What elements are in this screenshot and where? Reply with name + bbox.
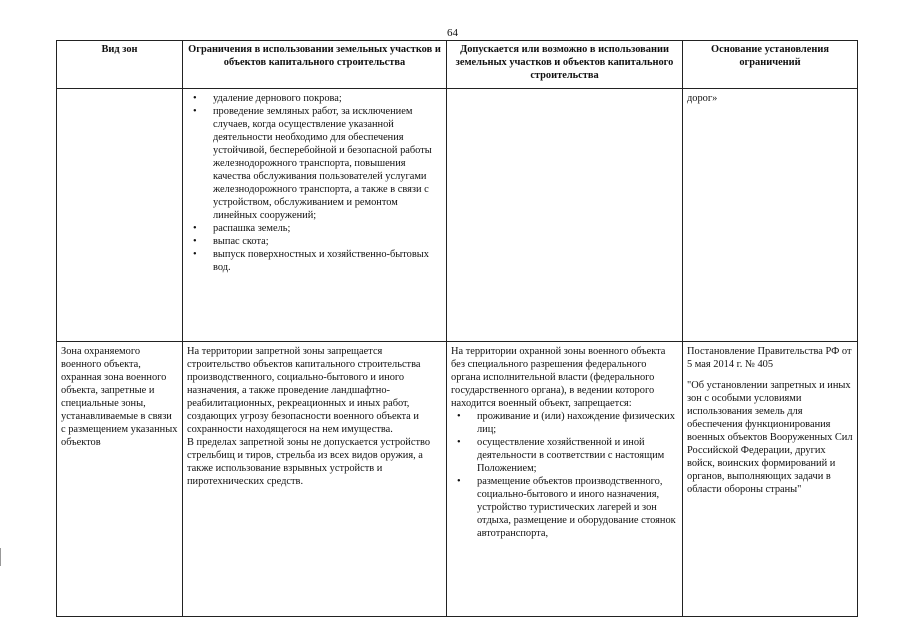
- page-number: 64: [447, 27, 458, 39]
- table-row: [57, 342, 858, 617]
- list-item: • выпуск поверхностных и хозяйственно-бытовых вод.: [187, 248, 442, 274]
- paragraph: На территории охранной зоны военного объекта без специального разрешения федерального органа исполнительной власти (федерального государственного органа), в ведении которого находится военный объект, запрещается:: [451, 346, 666, 409]
- list-item: • выпас скота;: [187, 235, 442, 248]
- cell-allowed-empty: [447, 89, 683, 342]
- zones-table: [56, 40, 858, 617]
- cell-zone-type-empty: [57, 89, 183, 342]
- paragraph: В пределах запретной зоны не допускается устройство стрельбищ и тиров, стрельба из всех видов оружия, а также использование взрывных устройств и пиротехнических средств.: [187, 437, 431, 487]
- list-item: • проживание и (или) нахождение физических лиц;: [451, 410, 678, 436]
- margin-mark: [0, 548, 7, 566]
- table-row: [57, 89, 858, 342]
- spacer: [687, 371, 853, 379]
- prohibited-list: [451, 410, 678, 540]
- header-restrictions: Ограничения в использовании земельных участков и объектов капитального строительства: [183, 41, 447, 89]
- cell-restrictions: [183, 342, 447, 617]
- table-header-row: [57, 41, 858, 89]
- paragraph: Постановление Правительства РФ от 5 мая 2014 г. № 405: [687, 346, 852, 370]
- list-item: • осуществление хозяйственной и иной деятельности в соответствии с настоящим Положением;: [451, 436, 678, 475]
- restrictions-list: [187, 92, 442, 274]
- cell-allowed: [447, 342, 683, 617]
- cell-zone-type: Зона охраняемого военного объекта, охранная зона военного объекта, запретные и специальные зоны, устанавливаемые в связи с размещением указанных объектов: [57, 342, 183, 617]
- header-zone-type: Вид зон: [57, 41, 183, 89]
- paragraph: "Об установлении запретных и иных зон с особыми условиями использования земель для обеспечения функционирования военных объектов Вооруженных Сил Российской Федерации, других войск, воинских формирований и органов, выполняющих задачи в области обороны страны": [687, 380, 853, 495]
- list-item: • проведение земляных работ, за исключением случаев, когда осуществление указанной деятельности необходимо для обеспечения устойчивой, бесперебойной и безопасной работы железнодорожного транспорта, повышения качества обслуживания пользователей услугами железнодорожного транспорта, а также в связи с устройством, обслуживанием и ремонтом линейных сооружений;: [187, 105, 442, 222]
- list-item: • удаление дернового покрова;: [187, 92, 442, 105]
- cell-basis: [683, 342, 858, 617]
- list-item: • размещение объектов производственного, социально-бытового и иного назначения, устройство туристических лагерей и зон отдыха, размещение и оборудование стоянок автотранспорта,: [451, 475, 678, 540]
- header-basis: Основание установления ограничений: [683, 41, 858, 89]
- cell-basis: дорог»: [683, 89, 858, 342]
- list-item: • распашка земель;: [187, 222, 442, 235]
- paragraph: На территории запретной зоны запрещается строительство объектов капитального строительства производственного, социально-бытового и иного назначения, а также проведение ландшафтно-реабилитационных, рекреационных и иных работ, создающих угрозу безопасности военного объекта и сохранности находящегося на нем имущества.: [187, 346, 421, 435]
- cell-restrictions: [183, 89, 447, 342]
- header-allowed: Допускается или возможно в использовании земельных участков и объектов капитального строительства: [447, 41, 683, 89]
